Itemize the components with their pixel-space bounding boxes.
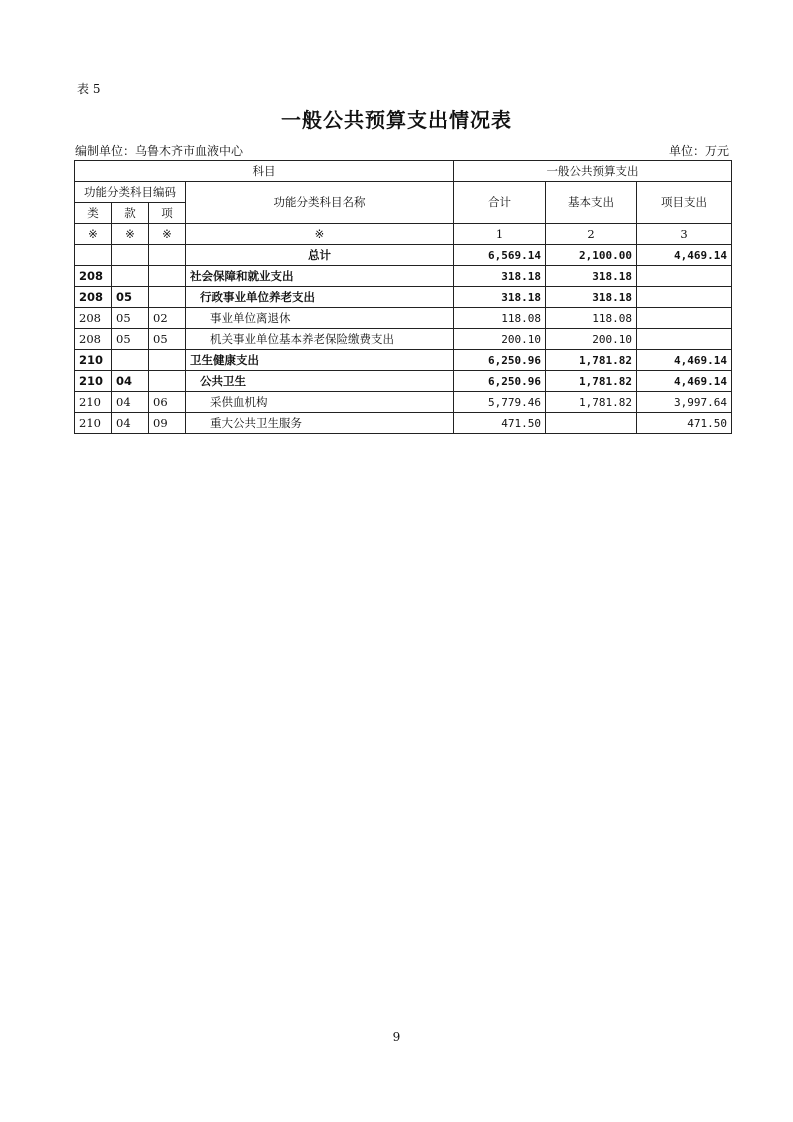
mark-kuan: ※ <box>112 224 149 245</box>
row-project: 3,997.64 <box>637 392 732 413</box>
row-name: 卫生健康支出 <box>186 350 454 371</box>
total-label: 总计 <box>186 245 454 266</box>
row-total: 118.08 <box>454 308 546 329</box>
header-xiang: 项 <box>149 203 186 224</box>
row-kuan: 04 <box>112 392 149 413</box>
row-xiang <box>149 371 186 392</box>
budget-table <box>74 160 732 434</box>
page-title: 一般公共预算支出情况表 <box>281 108 512 132</box>
row-name: 事业单位离退休 <box>186 308 454 329</box>
row-lei: 208 <box>75 287 112 308</box>
table-row <box>75 287 732 308</box>
row-xiang: 05 <box>149 329 186 350</box>
index-2: 2 <box>546 224 637 245</box>
table-label: 表 5 <box>77 82 101 96</box>
row-name: 采供血机构 <box>186 392 454 413</box>
unit-label: 单位：万元 <box>668 144 729 158</box>
row-project: 4,469.14 <box>637 371 732 392</box>
total-basic: 2,100.00 <box>546 245 637 266</box>
header-lei: 类 <box>75 203 112 224</box>
row-basic: 1,781.82 <box>546 371 637 392</box>
header-subject: 科目 <box>75 161 454 182</box>
row-total: 6,250.96 <box>454 371 546 392</box>
row-lei: 208 <box>75 329 112 350</box>
row-name: 重大公共卫生服务 <box>186 413 454 434</box>
row-project <box>637 329 732 350</box>
row-total: 471.50 <box>454 413 546 434</box>
row-basic <box>546 413 637 434</box>
page-number: 9 <box>392 1030 401 1044</box>
index-1: 1 <box>454 224 546 245</box>
row-kuan: 05 <box>112 329 149 350</box>
row-name: 行政事业单位养老支出 <box>186 287 454 308</box>
row-project: 4,469.14 <box>637 350 732 371</box>
row-project <box>637 287 732 308</box>
row-kuan: 05 <box>112 308 149 329</box>
row-basic: 200.10 <box>546 329 637 350</box>
row-basic: 318.18 <box>546 287 637 308</box>
row-total: 318.18 <box>454 266 546 287</box>
table-row <box>75 329 732 350</box>
table-row <box>75 392 732 413</box>
row-kuan <box>112 266 149 287</box>
row-xiang <box>149 266 186 287</box>
index-3: 3 <box>637 224 732 245</box>
row-total: 200.10 <box>454 329 546 350</box>
row-lei: 208 <box>75 308 112 329</box>
header-project: 项目支出 <box>637 182 732 224</box>
row-lei: 210 <box>75 392 112 413</box>
row-lei: 210 <box>75 413 112 434</box>
row-basic: 118.08 <box>546 308 637 329</box>
row-total: 318.18 <box>454 287 546 308</box>
mark-lei: ※ <box>75 224 112 245</box>
header-total: 合计 <box>454 182 546 224</box>
row-kuan: 04 <box>112 413 149 434</box>
row-lei: 210 <box>75 350 112 371</box>
row-lei: 208 <box>75 266 112 287</box>
row-name: 社会保障和就业支出 <box>186 266 454 287</box>
row-xiang: 09 <box>149 413 186 434</box>
row-lei: 210 <box>75 371 112 392</box>
row-kuan: 05 <box>112 287 149 308</box>
row-basic: 1,781.82 <box>546 350 637 371</box>
table-row <box>75 413 732 434</box>
row-xiang <box>149 287 186 308</box>
row-xiang: 02 <box>149 308 186 329</box>
row-total: 5,779.46 <box>454 392 546 413</box>
row-basic: 1,781.82 <box>546 392 637 413</box>
row-xiang <box>149 350 186 371</box>
row-name: 机关事业单位基本养老保险缴费支出 <box>186 329 454 350</box>
mark-xiang: ※ <box>149 224 186 245</box>
row-kuan: 04 <box>112 371 149 392</box>
table-row <box>75 350 732 371</box>
row-project <box>637 308 732 329</box>
row-xiang: 06 <box>149 392 186 413</box>
row-project <box>637 266 732 287</box>
total-project: 4,469.14 <box>637 245 732 266</box>
header-code-group: 功能分类科目编码 <box>75 182 186 203</box>
table-row <box>75 308 732 329</box>
row-total: 6,250.96 <box>454 350 546 371</box>
row-project: 471.50 <box>637 413 732 434</box>
header-kuan: 款 <box>112 203 149 224</box>
header-budget: 一般公共预算支出 <box>454 161 732 182</box>
total-row <box>75 245 732 266</box>
row-basic: 318.18 <box>546 266 637 287</box>
table-row <box>75 371 732 392</box>
mark-name: ※ <box>186 224 454 245</box>
org-label: 编制单位：乌鲁木齐市血液中心 <box>75 144 244 158</box>
header-name: 功能分类科目名称 <box>186 182 454 224</box>
row-kuan <box>112 350 149 371</box>
row-name: 公共卫生 <box>186 371 454 392</box>
table-row <box>75 266 732 287</box>
total-sum: 6,569.14 <box>454 245 546 266</box>
header-basic: 基本支出 <box>546 182 637 224</box>
